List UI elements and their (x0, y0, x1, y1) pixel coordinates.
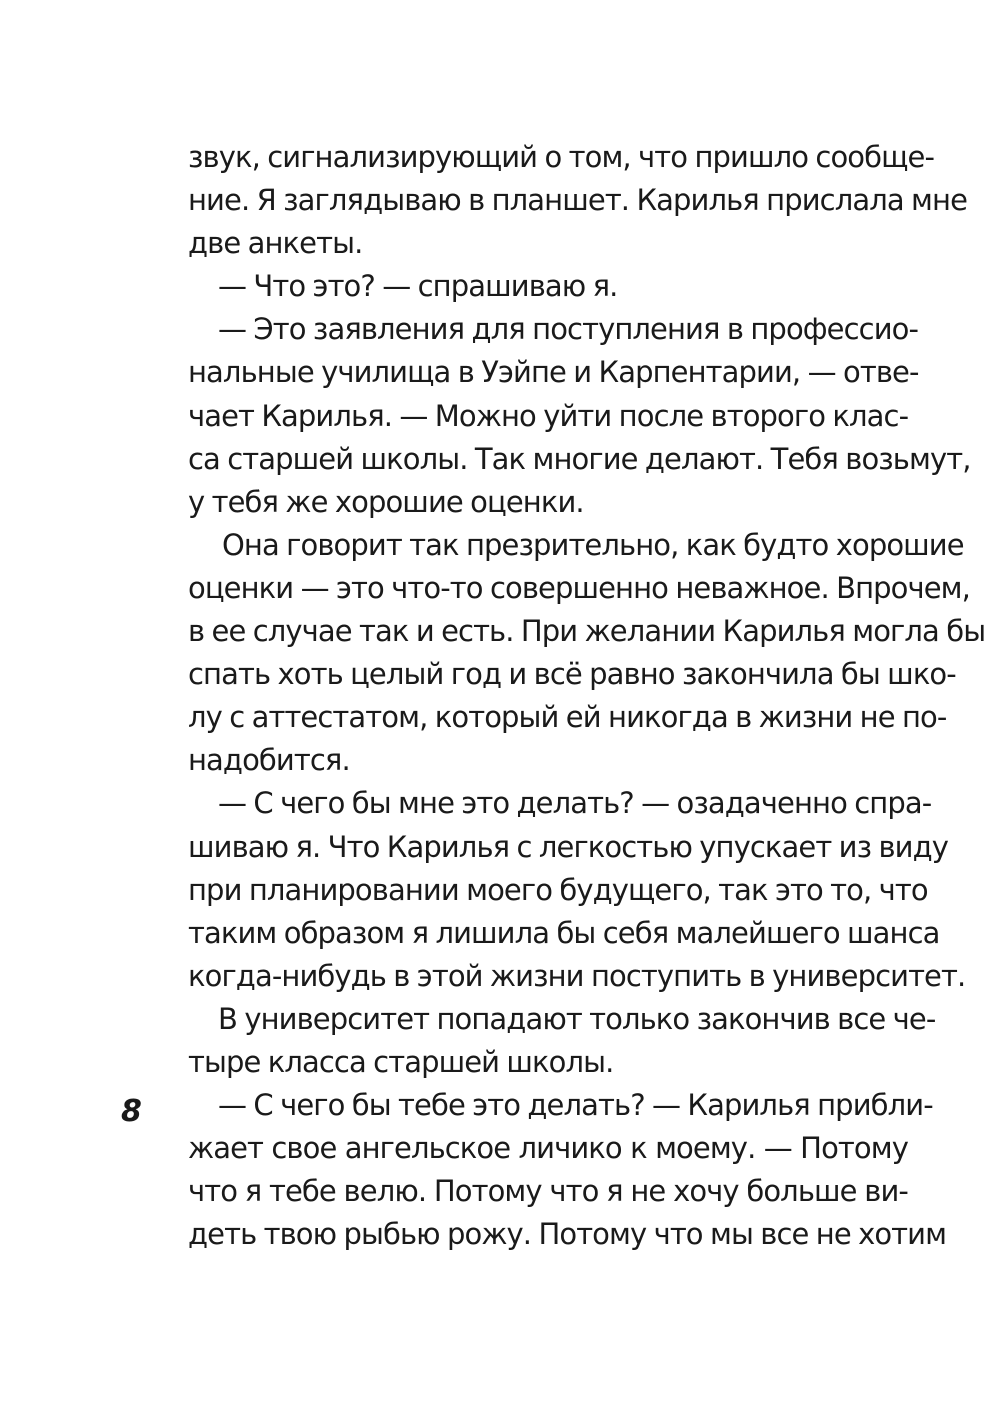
text-line: надобится. (188, 743, 350, 778)
text-line: когда-нибудь в этой жизни поступить в университет. (188, 958, 966, 993)
text-line: таким образом я лишила бы себя малейшего шанса (188, 915, 940, 950)
text-line: лу с аттестатом, который ей никогда в жизни не по- (188, 700, 947, 735)
text-line: чает Карилья. — Можно уйти после второго клас- (188, 398, 909, 433)
text-line: В университет попадают только закончив все че- (218, 1001, 936, 1036)
text-line: при планировании моего будущего, так это то, что (188, 872, 928, 907)
text-line: жает свое ангельское личико к моему. — Потому (188, 1131, 908, 1166)
text-line: спать хоть целый год и всё равно закончила бы шко- (188, 657, 956, 692)
text-line: деть твою рыбью рожу. Потому что мы все не хотим (188, 1217, 947, 1252)
text-line: оценки — это что-то совершенно неважное. Впрочем, (188, 570, 970, 605)
page-number: 8 (121, 1094, 142, 1129)
text-line: в ее случае так и есть. При желании Карилья могла бы (188, 614, 986, 649)
text-line: у тебя же хорошие оценки. (188, 484, 584, 519)
text-line: — Это заявления для поступления в профессио- (218, 312, 919, 347)
text-line: шиваю я. Что Карилья с легкостью упускает из виду (188, 829, 948, 864)
text-line: ние. Я заглядываю в планшет. Карилья прислала мне (188, 183, 968, 218)
body-text (188, 136, 986, 1256)
text-line: что я тебе велю. Потому что я не хочу больше ви- (188, 1174, 908, 1209)
text-line: тыре класса старшей школы. (188, 1044, 614, 1079)
text-line: — С чего бы тебе это делать? — Карилья прибли- (218, 1088, 933, 1123)
text-line: са старшей школы. Так многие делают. Тебя возьмут, (188, 441, 971, 476)
text-line: — С чего бы мне это делать? — озадаченно спра- (218, 786, 932, 821)
text-line: — Что это? — спрашиваю я. (218, 269, 618, 304)
text-line: звук, сигнализирующий о том, что пришло сообще- (188, 140, 935, 174)
text-line: две анкеты. (188, 226, 363, 261)
text-line: Она говорит так презрительно, как будто хорошие (222, 527, 964, 562)
text-line: нальные училища в Уэйпе и Карпентарии, — отве- (188, 355, 919, 390)
